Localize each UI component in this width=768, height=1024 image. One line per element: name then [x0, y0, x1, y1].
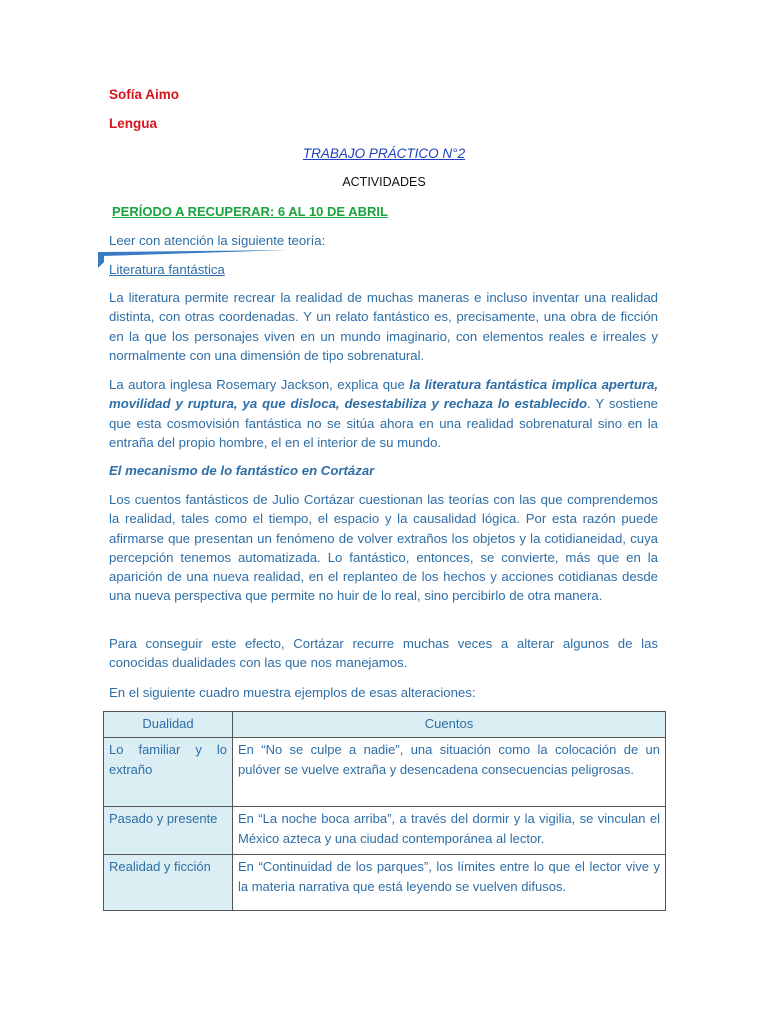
- section-heading-cortazar: El mecanismo de lo fantástico en Cortázar: [109, 463, 375, 478]
- cuento-cell: En “No se culpe a nadie”, una situación como la colocación de un pulóver se vuelve extraña y desencadena consecuencias peligrosas.: [233, 738, 666, 807]
- table-header-row: [104, 712, 666, 738]
- paragraph-2-intro: La autora inglesa Rosemary Jackson, explica que: [109, 377, 410, 392]
- dualidad-cell: Lo familiar y lo extraño: [104, 738, 233, 807]
- header-cuentos: Cuentos: [233, 712, 666, 738]
- table-row: [104, 807, 666, 855]
- paragraph-4: Para conseguir este efecto, Cortázar recurre muchas veces a alterar algunos de las conocidas dualidades con las que nos manejamos.: [109, 636, 658, 671]
- intro-line: Leer con atención la siguiente teoría:: [109, 233, 326, 248]
- table-row: [104, 855, 666, 911]
- paragraph-2: [109, 375, 658, 452]
- dualities-table: [103, 711, 666, 911]
- header-dualidad: Dualidad: [104, 712, 233, 738]
- subject-name: Lengua: [109, 116, 158, 131]
- dualidad-cell: Realidad y ficción: [104, 855, 233, 911]
- author-name: Sofía Aimo: [109, 87, 180, 102]
- cuento-cell: En “La noche boca arriba”, a través del dormir y la vigilia, se vinculan el México azteca y una ciudad contemporánea al lector.: [233, 807, 666, 855]
- table-row: [104, 738, 666, 807]
- paragraph-2-quote: la literatura fantástica implica apertura, movilidad y ruptura, ya que disloca, desestabiliza y rechaza lo establecido: [109, 377, 659, 412]
- paragraph-3: Los cuentos fantásticos de Julio Cortázar cuestionan las teorías con las que comprendemos la realidad, tales como el tiempo, el espacio y la causalidad lógica. Por esta razón puede afirmarse que presentan un fenómeno de volver extraños los objetos y la cotidianeidad, cuya percepción tenemos automatizada. Lo fantástico, entonces, se convierte, más que en la aparición de una nueva realidad, en el replanteo de los hechos y acciones cotidianas desde una nueva perspectiva que permite no huir de lo real, sino percibirlo de otra manera.: [109, 492, 658, 604]
- dualidad-cell: Pasado y presente: [104, 807, 233, 855]
- paragraph-1: La literatura permite recrear la realidad de muchas maneras e incluso inventar una realidad distinta, con otras coordenadas. Y un relato fantástico es, precisamente, una obra de ficción en la que los personajes viven en un mundo imaginario, con elementos reales e irreales y normalmente con una dimensión de tipo sobrenatural.: [109, 290, 658, 363]
- activities-heading: ACTIVIDADES: [342, 175, 426, 189]
- paragraph-5: En el siguiente cuadro muestra ejemplos de esas alteraciones:: [109, 685, 476, 700]
- period-notice: PERÍODO A RECUPERAR: 6 AL 10 DE ABRIL: [112, 204, 388, 219]
- section-heading-literatura: Literatura fantástica: [109, 262, 225, 277]
- document-title: TRABAJO PRÁCTICO N°2: [302, 146, 466, 161]
- paragraph-2-rest: . Y sostiene que esta cosmovisión fantástica no se sitúa ahora en una realidad sobrenatural sino en la entraña del propio hombre, el en el interior de su mundo.: [109, 396, 658, 450]
- cuento-cell: En “Continuidad de los parques”, los límites entre lo que el lector vive y la materia narrativa que está leyendo se vuelven difusos.: [233, 855, 666, 911]
